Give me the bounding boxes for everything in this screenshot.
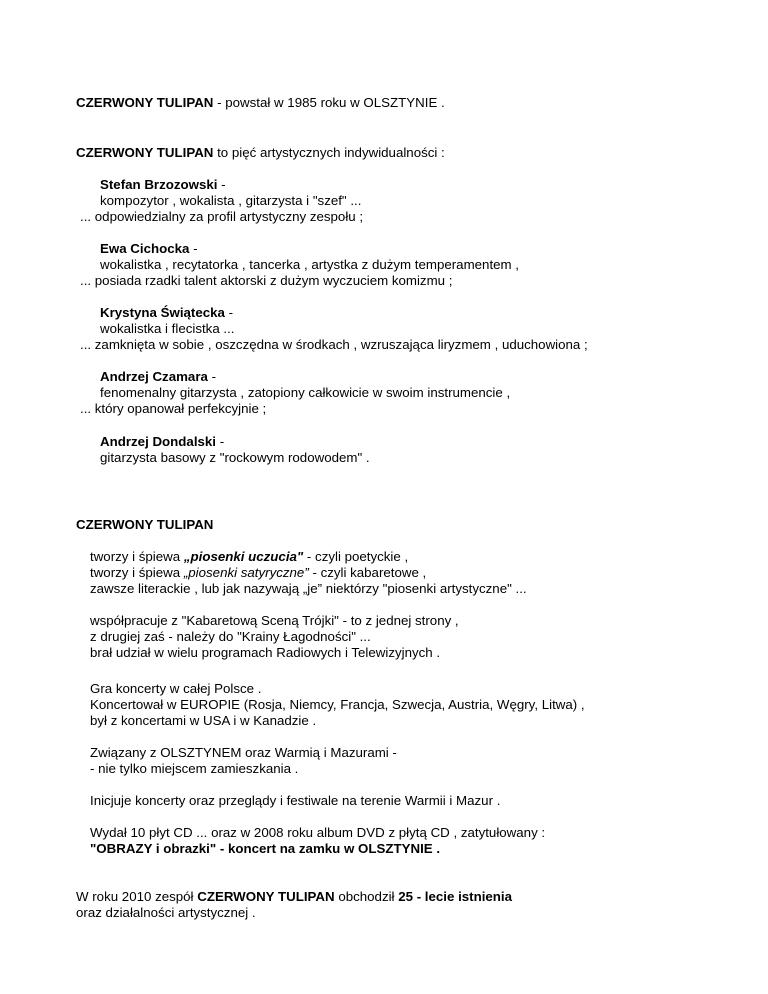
region-line: - nie tylko miejscem zamieszkania .	[90, 761, 299, 776]
songs-line: zawsze literackie , lub jak nazywają „je” niektórzy "piosenki artystyczne" ...	[90, 581, 527, 596]
region-line: Związany z OLSZTYNEM oraz Warmią i Mazurami -	[90, 745, 397, 760]
songs-text: - czyli kabaretowe ,	[308, 565, 427, 580]
songs-title: „piosenki uczucia"	[183, 549, 304, 564]
founded-text: - powstał w 1985 roku w OLSZTYNIE .	[213, 95, 445, 110]
member-name: Andrzej Czamara	[100, 369, 208, 384]
members-intro-text: to pięć artystycznych indywidualności :	[213, 145, 445, 160]
member-name: Andrzej Dondalski	[100, 434, 216, 449]
coop-line: brał udział w wielu programach Radiowych i Telewizyjnych .	[90, 645, 441, 660]
member-dash: -	[189, 241, 198, 256]
member-desc: wokalistka , recytatorka , tancerka , artystka z dużym temperamentem ,	[100, 257, 520, 272]
member-name-line	[100, 177, 226, 193]
songs-text: tworzy i śpiewa	[90, 565, 184, 580]
intro-line	[76, 95, 445, 111]
album-title: "OBRAZY i obrazki" - koncert na zamku w OLSZTYNIE .	[90, 841, 441, 856]
member-name: Stefan Brzozowski	[100, 177, 218, 192]
member-desc-cont: ... posiada rzadki talent aktorski z dużym wyczuciem komizmu ;	[80, 273, 453, 288]
albums-line: Wydał 10 płyt CD ... oraz w 2008 roku album DVD z płytą CD , zatytułowany :	[90, 825, 546, 840]
anniversary-text: W roku 2010 zespół	[76, 889, 198, 904]
member-desc: wokalistka i flecistka ...	[100, 321, 235, 336]
band-name: CZERWONY TULIPAN	[197, 889, 335, 904]
members-intro-line	[76, 145, 445, 161]
member-name: Ewa Cichocka	[100, 241, 190, 256]
member-desc: kompozytor , wokalista , gitarzysta i "szef" ...	[100, 193, 362, 208]
albums-title	[90, 841, 440, 857]
songs-text: tworzy i śpiewa	[90, 549, 184, 564]
songs-title: „piosenki satyryczne”	[183, 565, 309, 580]
member-dash: -	[224, 305, 234, 320]
member-name-line	[100, 305, 233, 321]
member-dash: -	[207, 369, 217, 384]
coop-line: z drugiej zaś - należy do "Krainy Łagodności" ...	[90, 629, 371, 644]
songs-text: - czyli poetyckie ,	[303, 549, 409, 564]
anniversary-line	[76, 889, 512, 905]
member-name-line	[100, 369, 216, 385]
anniversary-highlight: 25 - lecie istnienia	[398, 889, 513, 904]
member-desc-cont: ... zamknięta w sobie , oszczędna w środkach , wzruszająca liryzmem , uduchowiona ;	[80, 337, 588, 352]
anniversary-text: obchodził	[334, 889, 399, 904]
member-desc: fenomenalny gitarzysta , zatopiony całkowicie w swoim instrumencie ,	[100, 385, 511, 400]
member-dash: -	[216, 434, 225, 449]
band-name: CZERWONY TULIPAN	[76, 95, 214, 110]
member-desc-cont: ... który opanował perfekcyjnie ;	[80, 401, 267, 416]
member-dash: -	[217, 177, 226, 192]
member-desc: gitarzysta basowy z "rockowym rodowodem" .	[100, 450, 370, 465]
festivals-line: Inicjuje koncerty oraz przeglądy i festiwale na terenie Warmii i Mazur .	[90, 793, 501, 808]
coop-line: współpracuje z "Kabaretową Sceną Trójki" - to z jednej strony ,	[90, 613, 459, 628]
anniversary-line: oraz działalności artystycznej .	[76, 905, 256, 920]
member-name-line	[100, 241, 198, 257]
band-name: CZERWONY TULIPAN	[76, 145, 214, 160]
concerts-line: Koncertował w EUROPIE (Rosja, Niemcy, Francja, Szwecja, Austria, Węgry, Litwa) ,	[90, 697, 585, 712]
concerts-line: był z koncertami w USA i w Kanadzie .	[90, 713, 317, 728]
section-heading	[76, 517, 213, 533]
concerts-line: Gra koncerty w całej Polsce .	[90, 681, 262, 696]
songs-line	[90, 549, 408, 565]
songs-line	[90, 565, 426, 581]
member-desc-cont: ... odpowiedzialny za profil artystyczny zespołu ;	[80, 209, 364, 224]
member-name-line	[100, 434, 224, 450]
band-name: CZERWONY TULIPAN	[76, 517, 214, 532]
member-name: Krystyna Świątecka	[100, 305, 225, 320]
